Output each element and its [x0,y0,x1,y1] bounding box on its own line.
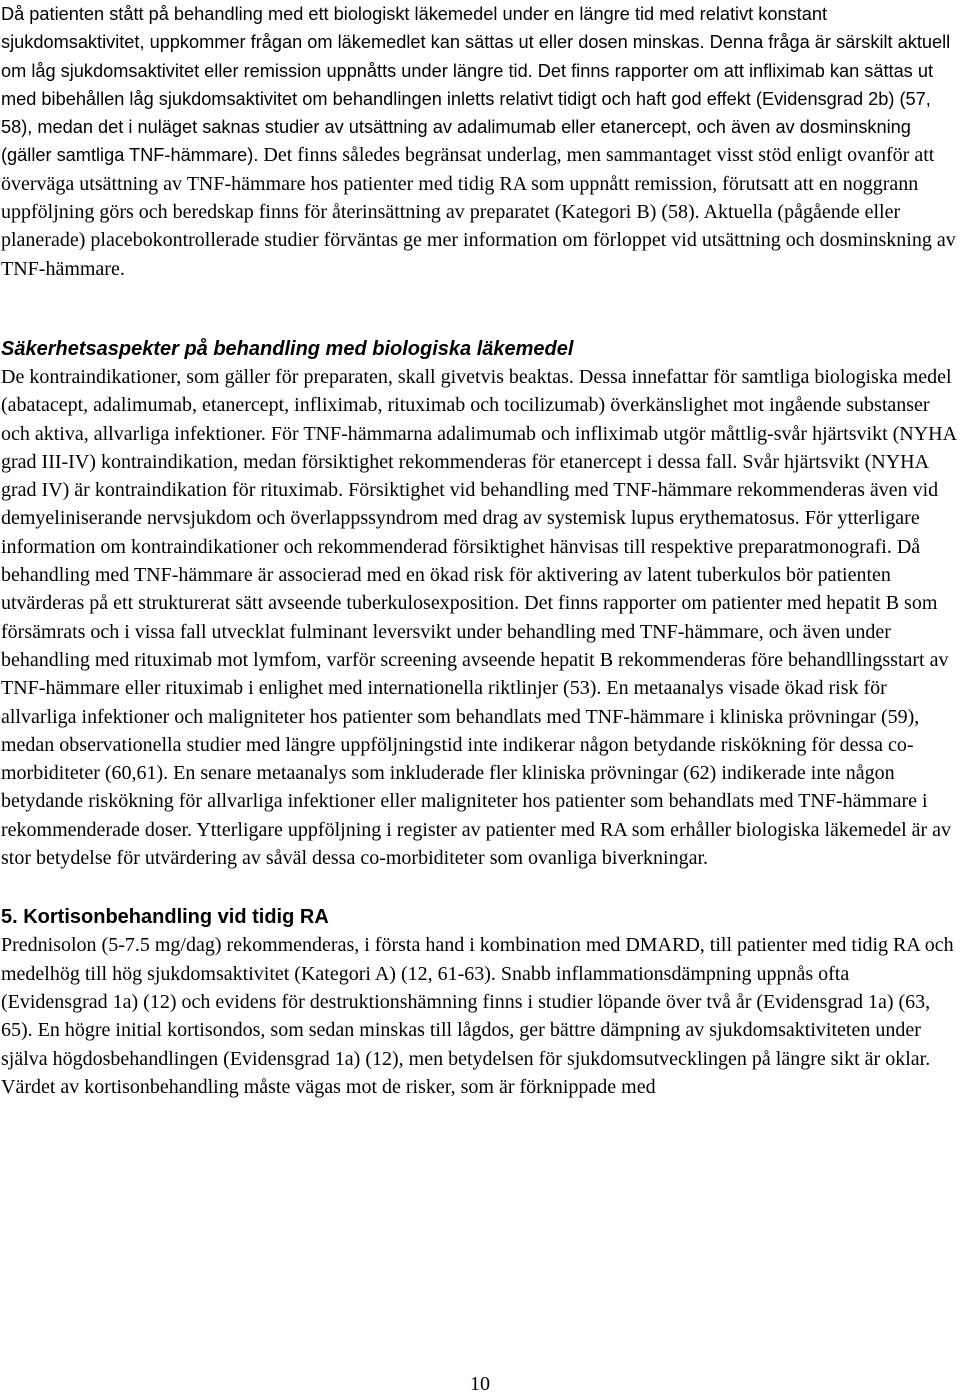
document-page [1,0,959,1101]
safety-heading: Säkerhetsaspekter på behandling med biologiska läkemedel [1,337,574,360]
cortisone-heading: 5. Kortisonbehandling vid tidig RA [1,906,329,929]
intro-text-sans: Då patienten stått på behandling med ett biologiskt läkemedel under en längre tid med relativt konstant sjukdomsaktivitet, uppkommer frågan om läkemedlet kan sättas ut eller dosen minskas. Denna fråga är särskilt aktuell om låg sjukdomsaktivitet eller remission uppnåtts under längre tid. [1,4,951,81]
page-number: 10 [470,1373,490,1395]
intro-paragraph [1,0,959,283]
intro-text-sans-2: Det finns rapporter om att infliximab kan sättas ut med bibehållen låg sjukdomsaktivitet om behandlingen inletts relativt tidigt och haft god effekt (Evidensgrad 2b) (57, 58), medan det i nuläget saknas studier av utsättning av adalimumab eller etanercept, och även av dosminskning (gäller samtliga TNF-hämmare). [1,60,933,166]
safety-section [1,335,959,872]
intro-text-serif: Det finns således begränsat underlag, men sammantaget visst stöd enligt ovanför att överväga utsättning av TNF-hämmare hos patienter med tidig RA som uppnått remission, förutsatt att en noggrann uppföljning görs och beredskap finns för återinsättning av preparatet (Kategori B) (58). Aktuella (pågående eller planerade) placebokontrollerade studier förväntas ge mer information om förloppet vid utsättning och dosminskning av TNF-hämmare. [1,144,956,280]
cortisone-body: Prednisolon (5-7.5 mg/dag) rekommenderas, i första hand i kombination med DMARD, till patienter med tidig RA och medelhög till hög sjukdomsaktivitet (Kategori A) (12, 61-63). Snabb inflammationsdämpning uppnås ofta (Evidensgrad 1a) (12) och evidens för destruktionshämning finns i studier löpande över två år (Evidensgrad 1a) (63, 65). En högre initial kortisondos, som sedan minskas till lågdos, ger bättre dämpning av sjukdomsaktiviteten under själva högdosbehandlingen (Evidensgrad 1a) (12), men betydelsen för sjukdomsutvecklingen på längre sikt är oklar. Värdet av kortisonbehandling måste vägas mot de risker, som är förknippade med [1,934,954,1098]
cortisone-section [1,903,959,1101]
safety-body: De kontraindikationer, som gäller för preparaten, skall givetvis beaktas. Dessa innefattar för samtliga biologiska medel (abatacept, adalimumab, etanercept, infliximab, rituximab och tocilizumab) överkänslighet mot ingående substanser och aktiva, allvarliga infektioner. För TNF-hämmarna adalimumab och infliximab utgör måttlig-svår hjärtsvikt (NYHA grad III-IV) kontraindikation, medan försiktighet rekommenderas för etanercept i dessa fall. Svår hjärtsvikt (NYHA grad IV) är kontraindikation för rituximab. Försiktighet vid behandling med TNF-hämmare rekommenderas även vid demyeliniserande nervsjukdom och överlappssyndrom med drag av systemisk lupus erythematosus. För ytterligare information om kontraindikationer och rekommenderad försiktighet hänvisas till respektive preparatmonografi. Då behandling med TNF-hämmare är associerad med en ökad risk för aktivering av latent tuberkulos bör patienten utvärderas på ett strukturerat sätt avseende tuberkulosexposition. Det finns rapporter om patienter med hepatit B som försämrats och i vissa fall utvecklat fulminant leversvikt under behandling med TNF-hämmare, och även under behandling med rituximab mot lymfom, varför screening avseende hepatit B rekommenderas före behandllingsstart av TNF-hämmare eller rituximab i enlighet med internationella riktlinjer (53). En metaanalys visade ökad risk för allvarliga infektioner och maligniteter hos patienter som behandlats med TNF-hämmare i kliniska prövningar (59), medan observationella studier med längre uppföljningstid inte indikerar någon betydande riskökning för dessa co-morbiditeter (60,61). En senare metaanalys som inkluderade fler kliniska prövningar (62) indikerade inte någon betydande riskökning för allvarliga infektioner eller maligniteter hos patienter som behandlats med TNF-hämmare i rekommenderade doser. Ytterligare uppföljning i register av patienter med RA som erhåller biologiska läkemedel är av stor betydelse för utvärdering av såväl dessa co-morbiditeter som ovanliga biverkningar. [1,365,956,870]
